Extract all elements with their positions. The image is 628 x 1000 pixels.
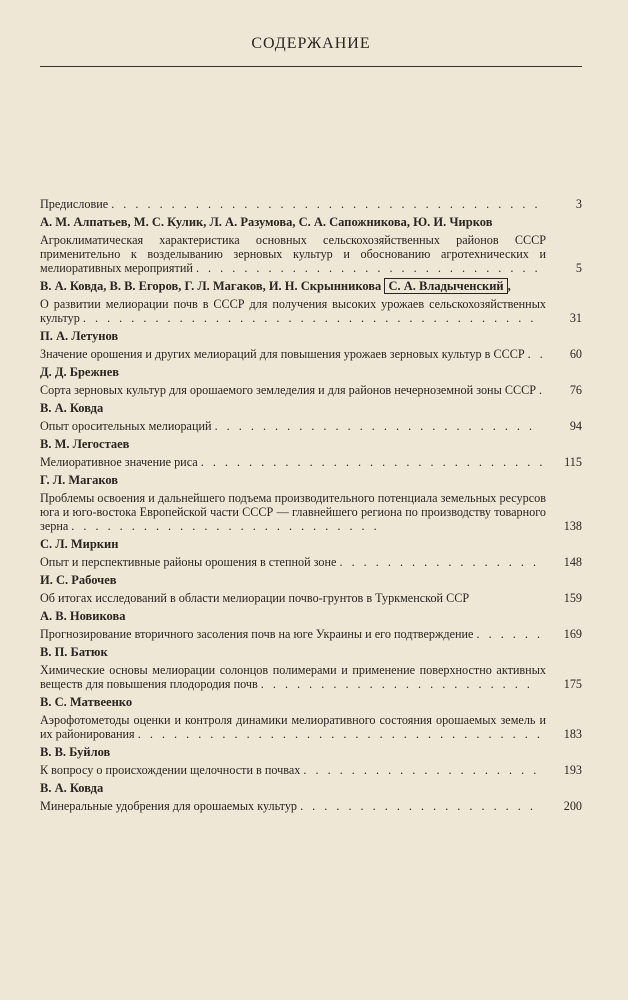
leader-dots: . . . . . . . . . . . . . . . . . . . . — [303, 763, 540, 777]
author-boxed: С. А. Владыченский — [384, 278, 507, 294]
page-number: 148 — [563, 555, 582, 569]
toc-entry — [40, 297, 582, 325]
author-suffix: , — [507, 279, 511, 293]
page-number: 200 — [563, 799, 582, 813]
entry-title: Предисловие — [40, 197, 109, 211]
author-names: С. Л. Миркин — [40, 537, 119, 551]
entry-title: Химические основы мелиорации солонцов полимерами и применение поверхностно активных веществ для повышения плодородия почв — [40, 663, 546, 691]
toc-entry — [40, 663, 582, 691]
entry-title: О развитии мелиорации почв в СССР для получения высоких урожаев сельскохозяйственных культур — [40, 297, 546, 325]
page-number: 193 — [563, 763, 582, 777]
toc-entry — [40, 491, 582, 533]
toc-author — [40, 401, 582, 416]
author-names: В. А. Ковда, В. В. Егоров, Г. Л. Магаков, И. Н. Скрынникова — [40, 279, 382, 293]
toc-author — [40, 279, 582, 294]
author-names: И. С. Рабочев — [40, 573, 117, 587]
toc-author — [40, 437, 582, 452]
toc-entry — [40, 591, 582, 605]
entry-title: Минеральные удобрения для орошаемых культур — [40, 799, 298, 813]
author-names: В. П. Батюк — [40, 645, 108, 659]
leader-dots: . . . . . . . . . . . . . . . . . . . . . . . . . . . — [214, 419, 536, 433]
toc-entry — [40, 555, 582, 569]
author-names: В. А. Ковда — [40, 781, 104, 795]
entry-title: Агроклиматическая характеристика основных сельскохозяйственных районов СССР применительно к возделыванию зерновых культур и обоснованию агротехнических и мелиоративных мероприятий — [40, 233, 546, 275]
leader-dots: . . . . . . . . . . . . . . . . . . . . . . . . . . — [71, 519, 380, 533]
author-names: В. М. Легостаев — [40, 437, 130, 451]
leader-dots: . . — [527, 347, 546, 361]
leader-dots: . — [539, 383, 546, 397]
entry-title: Опыт и перспективные районы орошения в степной зоне — [40, 555, 337, 569]
leader-dots: . . . . . . . . . . . . . . . . . . . . — [300, 799, 536, 813]
entry-title: Мелиоративное значение риса — [40, 455, 198, 469]
page-number: 60 — [569, 347, 582, 361]
leader-dots: . . . . . . . . . . . . . . . . . . . . . . . — [260, 677, 533, 691]
author-names: В. А. Ковда — [40, 401, 104, 415]
entry-title: Об итогах исследований в области мелиорации почво-грунтов в Туркменской ССР — [40, 591, 470, 605]
author-names: Г. Л. Магаков — [40, 473, 119, 487]
page-number: 159 — [563, 591, 582, 605]
toc-entry — [40, 455, 582, 469]
toc-author — [40, 745, 582, 760]
leader-dots: . . . . . . . . . . . . . . . . . — [339, 555, 540, 569]
author-names: А. В. Новикова — [40, 609, 126, 623]
page-title: СОДЕРЖАНИЕ — [251, 35, 371, 52]
page-number: 76 — [569, 383, 582, 397]
toc-author — [40, 781, 582, 796]
page-number: 94 — [569, 419, 582, 433]
toc-author — [40, 215, 582, 230]
author-names: Д. Д. Брежнев — [40, 365, 120, 379]
toc-entry — [40, 627, 582, 641]
page-number: 115 — [564, 455, 582, 469]
author-names: А. М. Алпатьев, М. С. Кулик, Л. А. Разумова, С. А. Сапожникова, Ю. И. Чирков — [40, 215, 493, 229]
toc-author — [40, 537, 582, 552]
toc-author — [40, 329, 582, 344]
author-names: П. А. Летунов — [40, 329, 119, 343]
entry-title: Сорта зерновых культур для орошаемого земледелия и для районов нечерноземной зоны СССР — [40, 383, 536, 397]
entry-title: Опыт оросительных мелиораций — [40, 419, 212, 433]
page-number: 169 — [563, 627, 582, 641]
entry-title: К вопросу о происхождении щелочности в почвах — [40, 763, 301, 777]
page-number: 5 — [575, 261, 582, 275]
leader-dots: . . . . . . . . . . . . . . . . . . . . . . . . . . . . . . . . . . — [137, 727, 543, 741]
entry-title: Проблемы освоения и дальнейшего подъема производительного потенциала земельных ресурсов юга и юго-востока Европейской части СССР — главнейшего региона по производству товарного зерна — [40, 491, 546, 533]
toc-author — [40, 473, 582, 488]
leader-dots: . . . . . . . . . . . . . . . . . . . . . . . . . . . . . — [200, 455, 546, 469]
leader-dots: . . . . . . . . . . . . . . . . . . . . . . . . . . . . . . . . . . . . . . — [82, 311, 537, 325]
entry-title: Аэрофотометоды оценки и контроля динамики мелиоративного состояния орошаемых земель и их районирования — [40, 713, 546, 741]
toc-author — [40, 365, 582, 380]
page-number: 175 — [563, 677, 582, 691]
toc-entry — [40, 233, 582, 275]
toc-author — [40, 609, 582, 624]
author-names: В. В. Буйлов — [40, 745, 111, 759]
toc-entry — [40, 383, 582, 397]
page-number: 138 — [563, 519, 582, 533]
page-number: 183 — [563, 727, 582, 741]
toc-author — [40, 645, 582, 660]
toc-entry — [40, 419, 582, 433]
entry-title: Прогнозирование вторичного засоления почв на юге Украины и его подтверждение — [40, 627, 474, 641]
toc-entry — [40, 713, 582, 741]
table-of-contents — [40, 197, 582, 813]
toc-author — [40, 695, 582, 710]
leader-dots: . . . . . . — [476, 627, 544, 641]
toc-entry — [40, 347, 582, 361]
page-number: 3 — [575, 197, 582, 211]
toc-entry — [40, 799, 582, 813]
leader-dots: . . . . . . . . . . . . . . . . . . . . . . . . . . . . . . . . . . . . — [111, 197, 541, 211]
page-number: 31 — [569, 311, 582, 325]
toc-entry — [40, 197, 582, 211]
toc-entry — [40, 763, 582, 777]
title-rule — [40, 66, 582, 67]
entry-title: Значение орошения и других мелиораций для повышения урожаев зерновых культур в СССР — [40, 347, 525, 361]
leader-dots: . . . . . . . . . . . . . . . . . . . . . . . . . . . . . — [195, 261, 541, 275]
toc-author — [40, 573, 582, 588]
author-names: В. С. Матвеенко — [40, 695, 133, 709]
